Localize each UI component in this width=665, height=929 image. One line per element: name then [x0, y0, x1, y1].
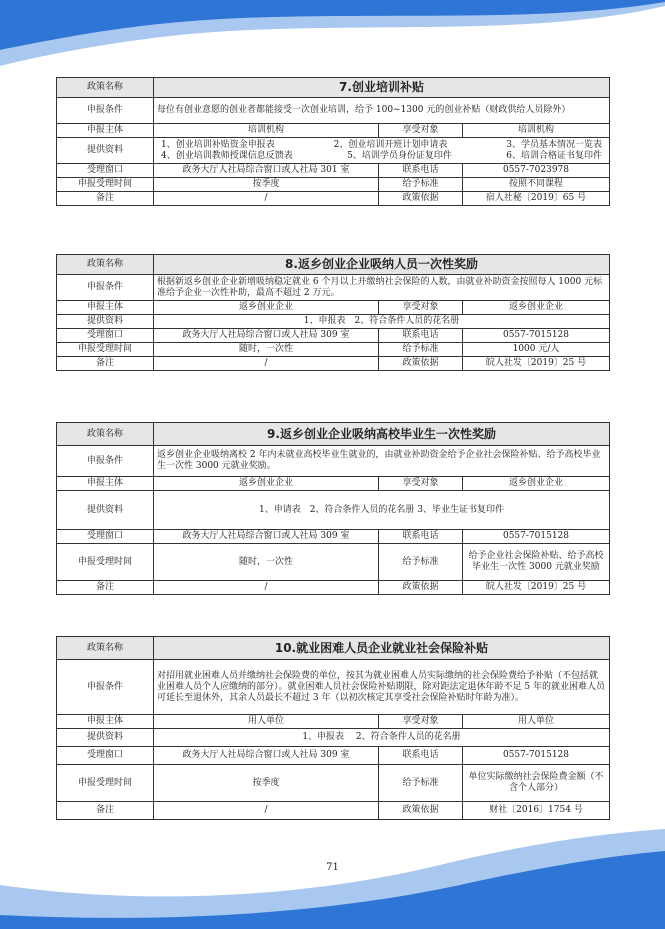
- window-label: 受理窗口: [57, 530, 154, 544]
- phone-value: 0557-7015128: [463, 530, 610, 544]
- materials-label: 提供资料: [57, 491, 154, 530]
- target-label: 享受对象: [379, 301, 463, 315]
- policy-title: 9.返乡创业企业吸纳高校毕业生一次性奖励: [154, 423, 610, 446]
- phone-label: 联系电话: [379, 747, 463, 765]
- condition-text: 每位有创业意愿的创业者都能接受一次创业培训，给予 100~1300 元的创业补贴（财政供给人员除外）: [154, 98, 610, 124]
- policy-name-label: 政策名称: [57, 423, 154, 446]
- remark-label: 备注: [57, 192, 154, 206]
- remark-label: 备注: [57, 357, 154, 371]
- phone-label: 联系电话: [379, 329, 463, 343]
- materials-row: [157, 140, 606, 151]
- material-item: 2、创业培训开班计划申请表: [333, 139, 448, 150]
- policy-name-label: 政策名称: [57, 78, 154, 98]
- material-item: 6、培训合格证书复印件: [506, 150, 602, 161]
- basis-label: 政策依据: [379, 357, 463, 371]
- condition-label: 申报条件: [57, 660, 154, 715]
- phone-label: 联系电话: [379, 164, 463, 178]
- remark-label: 备注: [57, 802, 154, 820]
- subject-label: 申报主体: [57, 301, 154, 315]
- bottom-wave-decoration: [0, 819, 665, 929]
- window-value: 政务大厅人社局综合窗口或人社局 309 室: [154, 530, 379, 544]
- target-value: 返乡创业企业: [463, 477, 610, 491]
- basis-value: 财社〔2016〕1754 号: [463, 802, 610, 820]
- policy-title: 7.创业培训补贴: [154, 78, 610, 98]
- policy-table-8: [56, 254, 610, 371]
- remark-value: /: [154, 802, 379, 820]
- materials-text: 1、申报表 2、符合条件人员的花名册: [154, 729, 610, 747]
- window-label: 受理窗口: [57, 747, 154, 765]
- subject-value: 培训机构: [154, 124, 379, 138]
- basis-value: 皖人社发〔2019〕25 号: [463, 357, 610, 371]
- standard-value: 按照不同课程: [463, 178, 610, 192]
- phone-value: 0557-7015128: [463, 329, 610, 343]
- top-wave-decoration: [0, 0, 665, 70]
- policy-table-9: [56, 422, 610, 595]
- material-item: 3、学员基本情况一览表: [506, 139, 602, 150]
- target-label: 享受对象: [379, 715, 463, 729]
- window-label: 受理窗口: [57, 329, 154, 343]
- standard-value: 给予企业社会保险补贴、给予高校毕业生一次性 3000 元就业奖励: [463, 544, 610, 581]
- materials-text: 1、申请表 2、符合条件人员的花名册 3、毕业生证书复印件: [154, 491, 610, 530]
- materials-label: 提供资料: [57, 138, 154, 164]
- subject-label: 申报主体: [57, 477, 154, 491]
- standard-label: 给予标准: [379, 765, 463, 802]
- materials-label: 提供资料: [57, 315, 154, 329]
- target-label: 享受对象: [379, 124, 463, 138]
- basis-value: 宿人社秘〔2019〕65 号: [463, 192, 610, 206]
- subject-value: 返乡创业企业: [154, 477, 379, 491]
- subject-value: 返乡创业企业: [154, 301, 379, 315]
- subject-label: 申报主体: [57, 124, 154, 138]
- basis-label: 政策依据: [379, 192, 463, 206]
- materials-label: 提供资料: [57, 729, 154, 747]
- materials-list: [154, 138, 610, 164]
- condition-label: 申报条件: [57, 275, 154, 301]
- policy-title: 10.就业困难人员企业就业社会保险补贴: [154, 637, 610, 660]
- basis-label: 政策依据: [379, 802, 463, 820]
- standard-label: 给予标准: [379, 544, 463, 581]
- time-label: 申报受理时间: [57, 544, 154, 581]
- basis-value: 皖人社发〔2019〕25 号: [463, 581, 610, 595]
- policy-table-10: [56, 636, 610, 820]
- remark-value: /: [154, 581, 379, 595]
- time-label: 申报受理时间: [57, 178, 154, 192]
- time-label: 申报受理时间: [57, 765, 154, 802]
- standard-label: 给予标准: [379, 178, 463, 192]
- condition-label: 申报条件: [57, 98, 154, 124]
- window-value: 政务大厅人社局综合窗口或人社局 301 室: [154, 164, 379, 178]
- target-value: 返乡创业企业: [463, 301, 610, 315]
- window-value: 政务大厅人社局综合窗口或人社局 309 室: [154, 747, 379, 765]
- material-item: 5、培训学员身份证复印件: [347, 150, 452, 161]
- standard-value: 1000 元/人: [463, 343, 610, 357]
- time-value: 按季度: [154, 178, 379, 192]
- basis-label: 政策依据: [379, 581, 463, 595]
- policy-name-label: 政策名称: [57, 255, 154, 275]
- material-item: 4、创业培训教师授课信息反馈表: [161, 150, 293, 161]
- materials-text: 1、申报表 2、符合条件人员的花名册: [154, 315, 610, 329]
- page-number: 71: [326, 862, 339, 873]
- condition-text: 根据新返乡创业企业新增吸纳稳定就业 6 个月以上并缴纳社会保险的人数，由就业补助资金按照每人 1000 元标准给予企业一次性补助，最高不超过 2 万元。: [154, 275, 610, 301]
- policy-title: 8.返乡创业企业吸纳人员一次性奖励: [154, 255, 610, 275]
- policy-table-7: [56, 77, 610, 206]
- policy-name-label: 政策名称: [57, 637, 154, 660]
- standard-value: 单位实际缴纳社会保险费金额（不含个人部分）: [463, 765, 610, 802]
- subject-label: 申报主体: [57, 715, 154, 729]
- target-label: 享受对象: [379, 477, 463, 491]
- time-value: 随时，一次性: [154, 544, 379, 581]
- time-label: 申报受理时间: [57, 343, 154, 357]
- phone-label: 联系电话: [379, 530, 463, 544]
- remark-label: 备注: [57, 581, 154, 595]
- window-label: 受理窗口: [57, 164, 154, 178]
- phone-value: 0557-7015128: [463, 747, 610, 765]
- materials-row: [157, 151, 606, 162]
- condition-label: 申报条件: [57, 446, 154, 477]
- remark-value: /: [154, 192, 379, 206]
- time-value: 按季度: [154, 765, 379, 802]
- remark-value: /: [154, 357, 379, 371]
- condition-text: 对招用就业困难人员并缴纳社会保险费的单位，按其为就业困难人员实际缴纳的社会保险费给予补贴（不包括就业困难人员个人应缴纳的部分）。就业困难人员社会保险补贴期限，除对距法定退休年龄不足 5 年的就业困难人员可延长至退休外，其余人员最长不超过 3 年（以初次核定其享受社会保险补贴时年龄为准）。: [154, 660, 610, 715]
- target-value: 用人单位: [463, 715, 610, 729]
- condition-text: 返乡创业企业吸纳离校 2 年内未就业高校毕业生就业的，由就业补助资金给予企业社会保险补贴、给予高校毕业生一次性 3000 元就业奖励。: [154, 446, 610, 477]
- subject-value: 用人单位: [154, 715, 379, 729]
- standard-label: 给予标准: [379, 343, 463, 357]
- target-value: 培训机构: [463, 124, 610, 138]
- material-item: 1、创业培训补贴资金申报表: [161, 139, 275, 150]
- phone-value: 0557-7023978: [463, 164, 610, 178]
- time-value: 随时，一次性: [154, 343, 379, 357]
- window-value: 政务大厅人社局综合窗口或人社局 309 室: [154, 329, 379, 343]
